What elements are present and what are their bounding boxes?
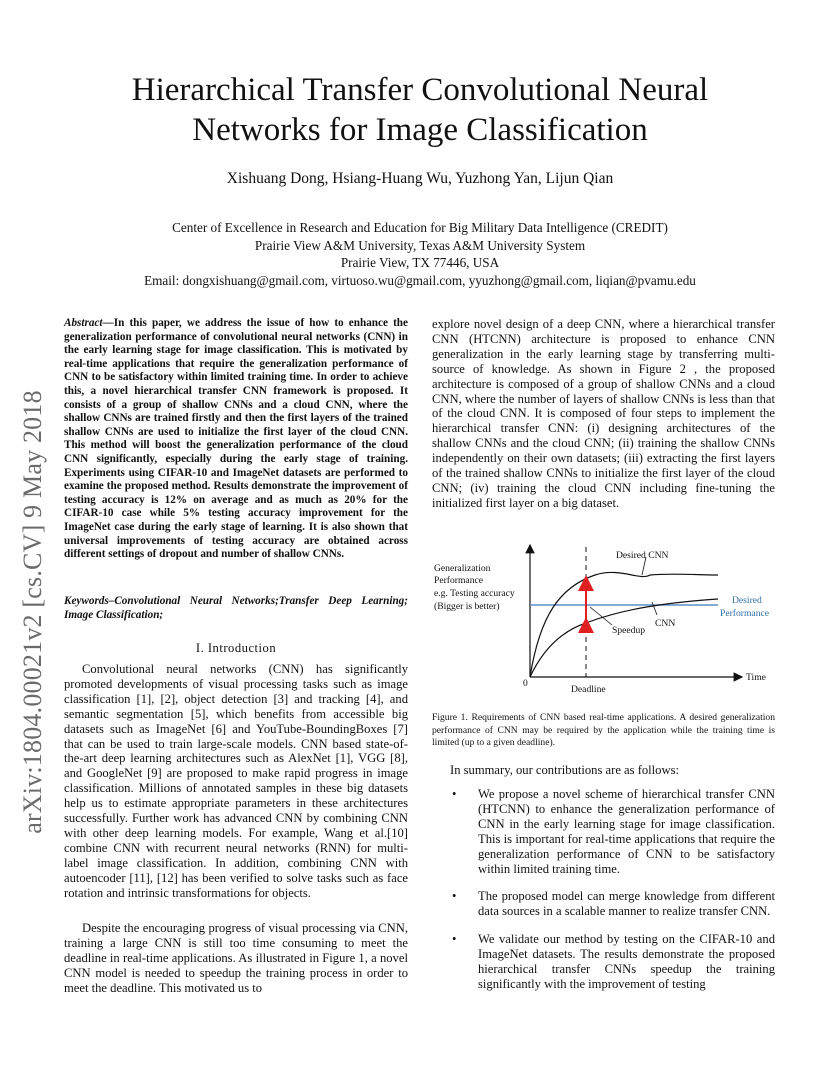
bullet: • [452,932,457,947]
bullet: • [452,787,457,801]
list-item [432,889,775,919]
email-line: Email: dongxishuang@gmail.com, virtuoso.wu@gmail.com, yyuzhong@gmail.com, liqian@pvamu.edu [144,272,696,288]
speedup-label: Speedup [612,625,646,636]
paragraph-text: Convolutional neural networks (CNN) has significantly promoted developments of visual processing tasks such as image classification [1], [2], object detection [3] and tracking [4], and semantic segmentation [5], which benefits from accessible big datasets such as ImageNet [6] and YouTube-BoundingBoxes [7] that can be used to train large-scale models. CNN based state-of-the-art deep learning architectures such as AlexNet [1], VGG [8], and GoogleNet [9] are proposed to make rapid progress in image classification. Millions of annotated samples in these big datasets help us to estimate appropriate parameters in these architectures successfully. Further work has advanced CNN by combining CNN with other deep learning models. For example, Wang et al.[10] combine CNN with recurrent neural networks (RNN) for multi-label image classification. In addition, combining CNN with autoencoder [11], [12] has been verified to solve tasks such as face rotation and intrinsic transformations for objects. [64,662,408,900]
list-item-text: We validate our method by testing on the CIFAR-10 and ImageNet datasets. The results demonstrate the proposed hierarchical transfer CNNs speedup the training significantly with the improvement of testing [478,932,775,991]
paper-title: Hierarchical Transfer Convolutional Neural Networks for Image Classification [131,72,709,148]
affiliation-block [90,219,750,289]
abstract-label: Abstract [64,317,103,329]
paragraph-text: explore novel design of a deep CNN, where a hierarchical transfer CNN (HTCNN) architecture is proposed to enhance CNN generalization in the early learning stage by transferring multi-source of knowledge. As shown in Figure 2 , the proposed architecture is composed of a group of shallow CNNs and a cloud CNN, where the number of layers of shallow CNNs is less than that of the cloud CNN. It is composed of four steps to implement the hierarchical transfer CNN: (i) designing architectures of the shallow CNNs and the cloud CNN; (ii) training the shallow CNNs independently on their own datasets; (iii) extracting the first layers of the trained shallow CNNs to initialize the first layer of the cloud CNN; (iv) training the cloud CNN including fine-tuning the initialized first layer on a big dataset. [432,317,775,510]
affiliation-line: Prairie View, TX 77446, USA [340,255,500,271]
keywords: Keywords–Convolutional Neural Networks;Transfer Deep Learning; Image Classification; [64,595,408,621]
list-item-text: The proposed model can merge knowledge from different data sources in a scalable manner to realize transfer CNN. [478,889,775,919]
list-item-text: We propose a novel scheme of hierarchical transfer CNN (HTCNN) to enhance the generalization performance of CNN in the early learning stage for image classification. This is important for real-time applications that require the generalization performance of CNN to be satisfactory within limited training time. [478,787,775,876]
list-item [432,932,775,992]
cnn-pointer [652,602,657,615]
affiliation-line: Center of Excellence in Research and Education for Big Military Data Intelligence (CREDIT) [172,220,668,235]
affiliation-line: Prairie View A&M University, Texas A&M University System [254,237,586,253]
abstract [64,317,408,562]
arxiv-id-text: arXiv:1804.00021v2 [cs.CV] 9 May 2018 [18,390,47,834]
ylabel-line: Performance [434,575,484,586]
ylabel-line: (Bigger is better) [434,601,500,612]
time-label: Time [746,672,766,683]
cnn-label: CNN [655,618,676,629]
figure-1-diagram [430,535,780,705]
ylabel-line: Generalization [434,563,491,574]
figure-1-caption: Figure 1. Requirements of CNN based real-time applications. A desired generalization performance of CNN may be required by the application while the training time is limited (up to a given deadline). [432,712,775,748]
desired-performance-label: Performance [720,608,770,619]
abstract-text: —In this paper, we address the issue of how to enhance the generalization performance of convolutional neural networks (CNN) in the early learning stage for image classification. This is motivated by real-time applications that require the generalization performance of CNN to be satisfactory within limited training time. In order to achieve this, a novel hierarchical transfer CNN framework is proposed. It consists of a group of shallow CNNs and a cloud CNN, where the shallow CNNs are trained firstly and then the first layers of the trained shallow CNNs are used to initialize the first layer of the cloud CNN. This method will boost the generalization performance of the cloud CNN significantly, especially during the early stage of training. Experiments using CIFAR-10 and ImageNet datasets are performed to examine the proposed method. Results demonstrate the improvement of testing accuracy is 12% on average and as much as 20% for the CIFAR-10 case while 5% testing accuracy improvement for the ImageNet case during the early stage of learning. It is also shown that universal improvements of testing accuracy are obtained across different settings of dropout and number of shallow CNNs. [64,317,408,561]
origin-label: 0 [523,678,528,689]
deadline-label: Deadline [571,684,606,695]
list-item [432,787,775,876]
intro-paragraph-1 [64,662,408,901]
ylabel-line: e.g. Testing accuracy [434,588,515,599]
paragraph-text: Despite the encouraging progress of visual processing via CNN, training a large CNN is still too time consuming to meet the deadline in real-time applications. As illustrated in Figure 1, a novel CNN model is needed to speedup the training process in order to meet the deadline. This motivated us to [64,921,408,995]
section-heading-introduction: I. Introduction [195,641,277,655]
bullet: • [452,889,457,904]
author-list: Xishuang Dong, Hsiang-Huang Wu, Yuzhong Yan, Lijun Qian [226,170,614,187]
desired-performance-label: Desired [732,595,762,606]
contributions-list [432,787,775,1005]
desired-cnn-label: Desired CNN [616,550,669,561]
right-column-paragraph [432,317,775,511]
intro-paragraph-2 [64,921,408,996]
cnn-curve [530,599,718,677]
summary-intro [432,763,775,778]
summary-text: In summary, our contributions are as follows: [450,763,679,777]
